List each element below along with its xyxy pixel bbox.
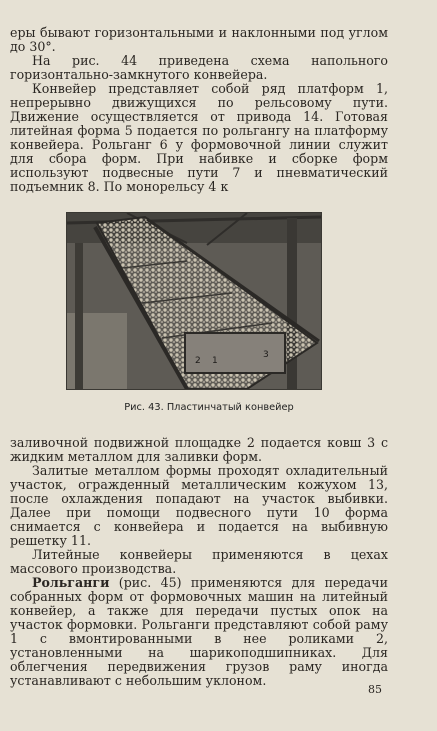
paragraph: На рис. 44 приведена схема напольного горизонтально-замкнутого конвейера. bbox=[10, 53, 388, 82]
figure-label: 2 bbox=[195, 356, 201, 366]
figure-label: 3 bbox=[263, 350, 269, 360]
paragraph: Конвейер представляет собой ряд платформ 1, непрерывно движущихся по рельсовому пути. Движение осуществляется от привода 14. Готовая литейная форма 5 подается по рольгангу на платформу конвейера. Рольганг 6 у формовочной линии служит для сбора форм. При набивке и сборке форм используют подвесные пути 7 и пневматический подъемник 8. По монорельсу 4 к bbox=[10, 81, 388, 194]
paragraph: заливочной подвижной площадке 2 подается ковш 3 с жидким металлом для заливки форм. bbox=[10, 435, 388, 464]
figure-photo bbox=[66, 212, 322, 390]
paragraph-rest: (рис. 45) применяются для передачи собранных форм от формовочных машин на литейный конвейер, а также для передачи пустых опок на участок формовки. Рольганги представляют собой раму 1 с вмонтированными в нее роликами 2, установленными на шарикоподшипниках. Для облегчения передвижения грузов раму иногда устанавливают с небольшим уклоном. bbox=[10, 575, 388, 688]
figure-label: 1 bbox=[212, 356, 218, 366]
paragraph: Залитые металлом формы проходят охладительный участок, огражденный металлическим кожухом 13, после охлаждения попадают на участок выбивки. Далее при помощи подвесного пути 10 форма снимается с конвейера и подается на выбивную решетку 11. bbox=[10, 463, 388, 548]
text-block-top bbox=[10, 26, 388, 194]
paragraph: Литейные конвейеры применяются в цехах массового производства. bbox=[10, 547, 388, 576]
paragraph bbox=[10, 576, 388, 688]
term-roller-conveyors: Рольганги bbox=[32, 575, 110, 590]
paragraph: еры бывают горизонтальными и наклонными под углом до 30°. bbox=[10, 25, 388, 54]
page-number: 85 bbox=[368, 683, 382, 696]
text-block-bottom bbox=[10, 436, 388, 688]
conveyor-photo-illustration bbox=[67, 213, 321, 389]
figure-caption: Рис. 43. Пластинчатый конвейер bbox=[124, 402, 294, 413]
